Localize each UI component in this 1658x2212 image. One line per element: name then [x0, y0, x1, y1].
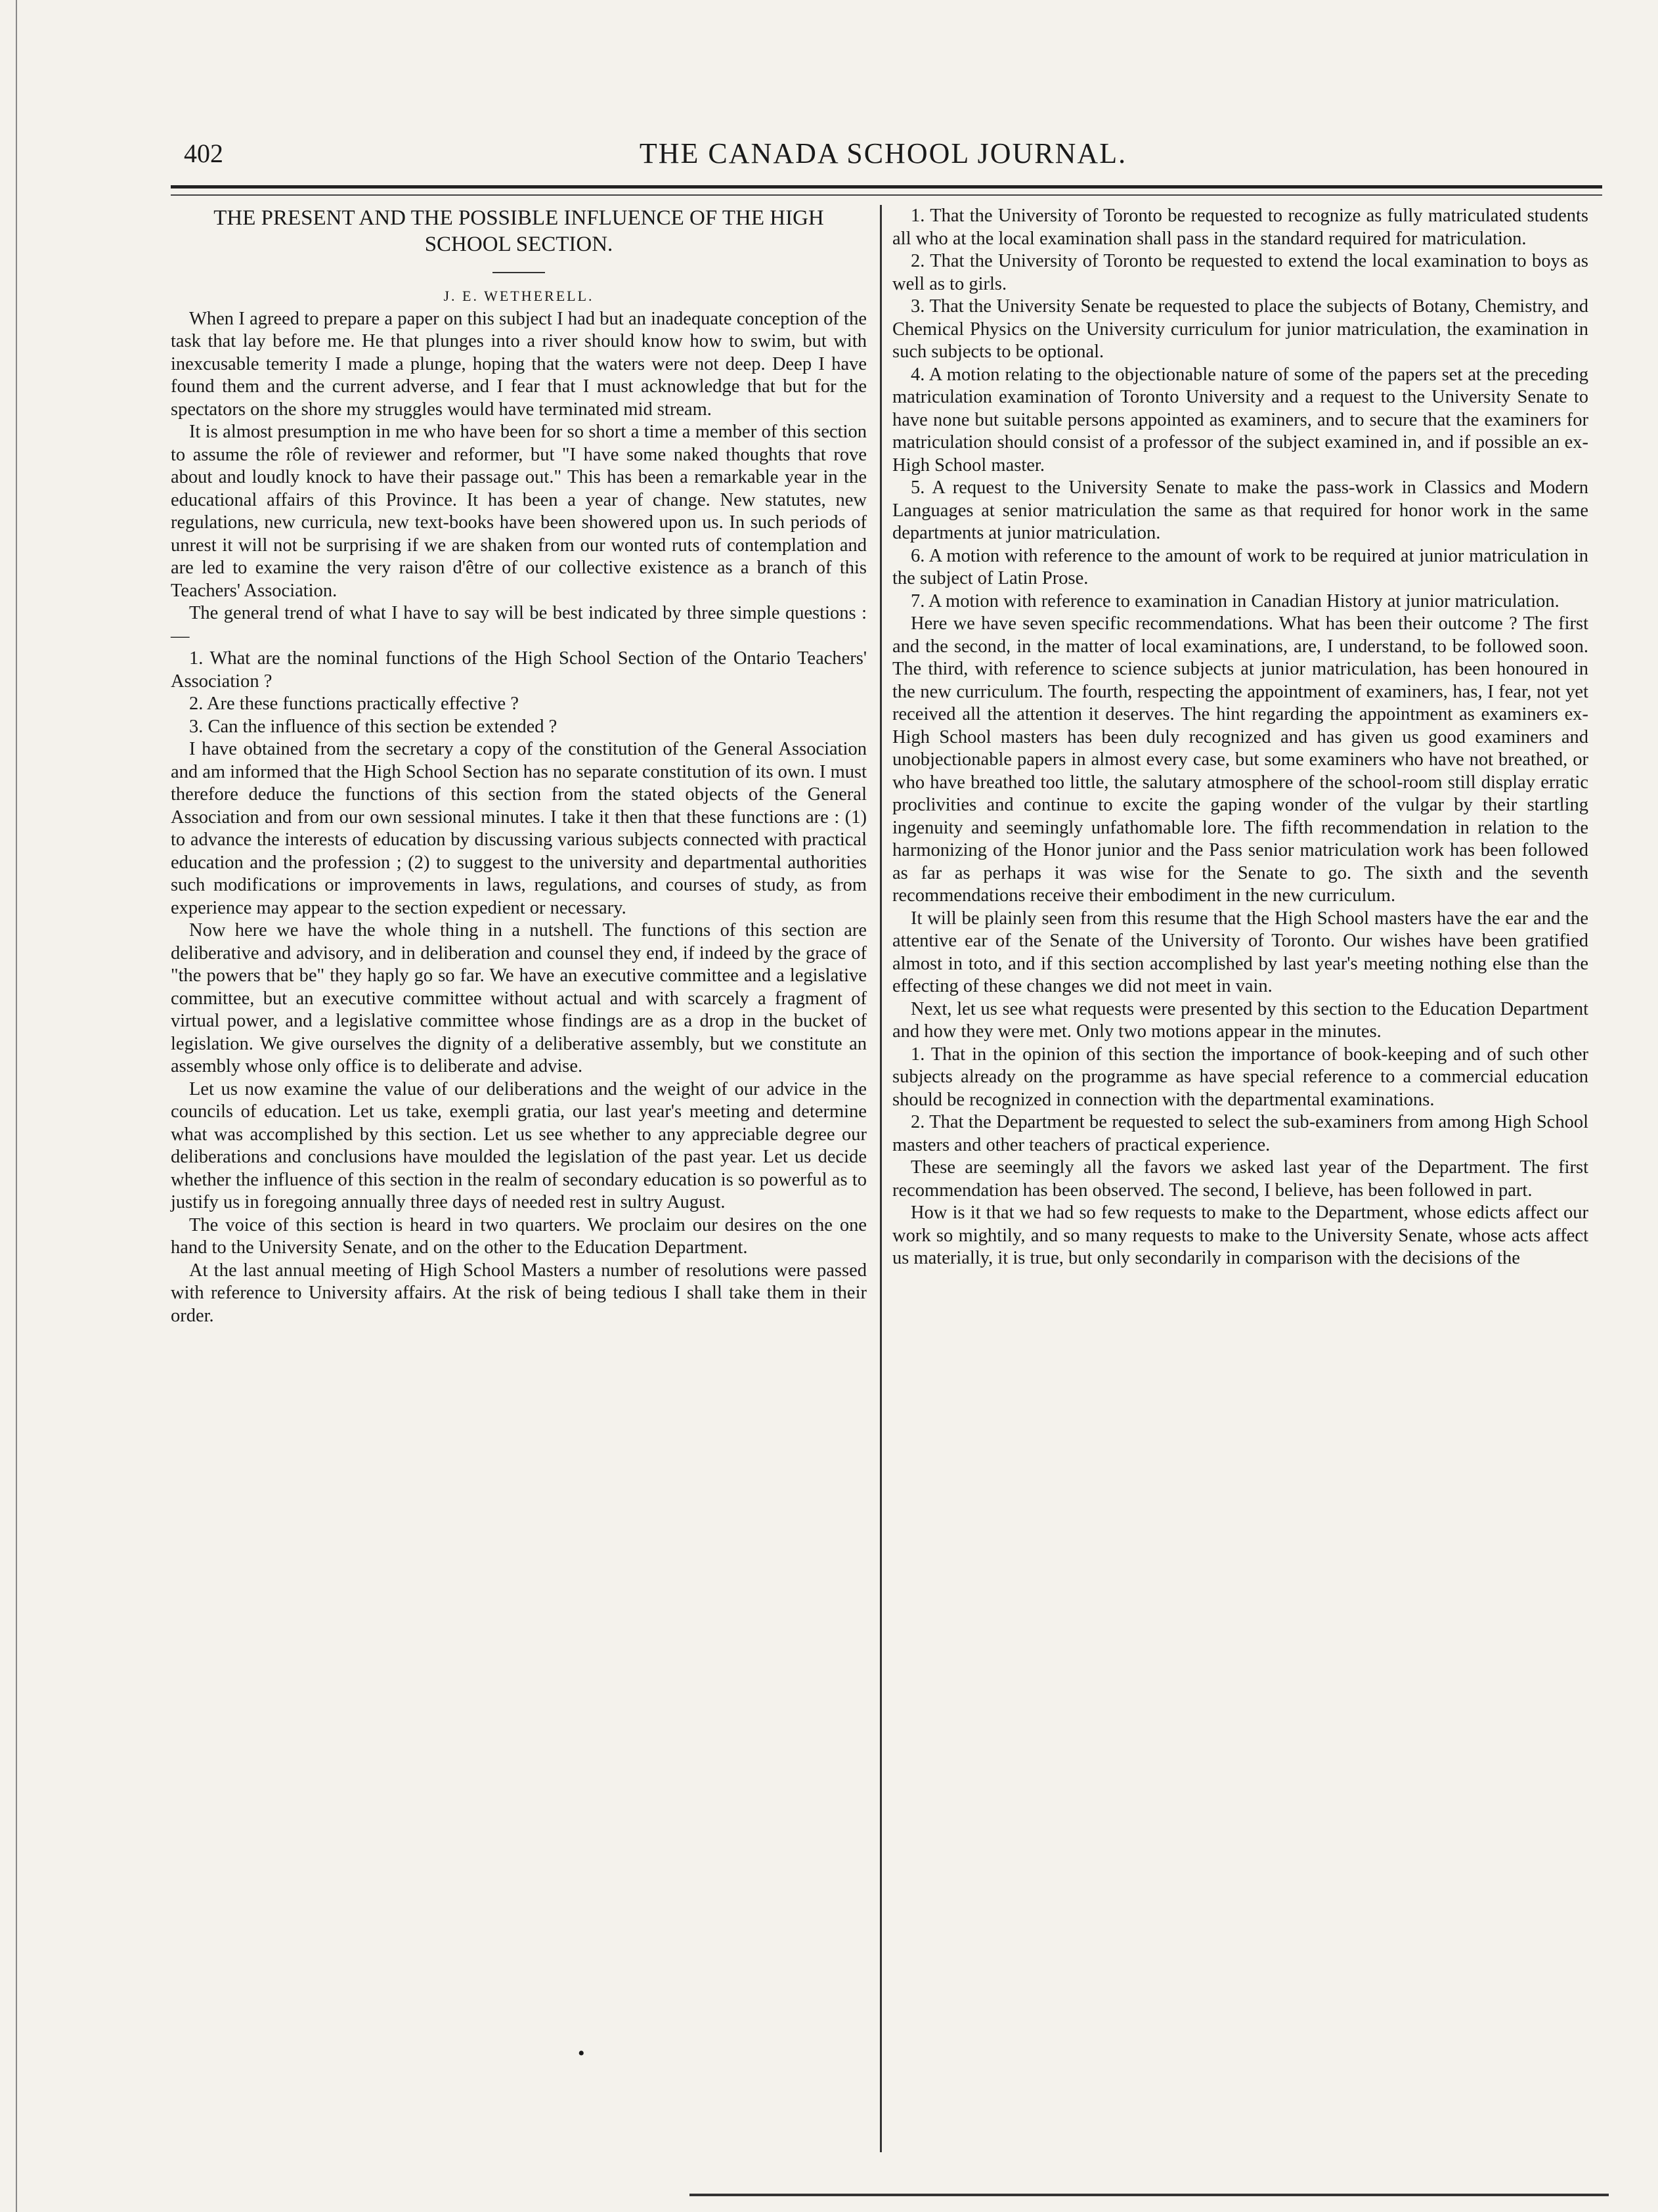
- resolution-item: 2. That the University of Toronto be requested to extend the local examination to boys as well as to girls.: [892, 251, 1588, 294]
- paragraph: The general trend of what I have to say will be best indicated by three simple questions :—: [171, 603, 867, 646]
- paragraph: Here we have seven specific recommendations. What has been their outcome ? The first and the second, in the matter of local examinations, are, I understand, to be followed soon. The third, with reference to science subjects at junior matriculation, has been honoured in the new curriculum. The fourth, respecting the appointment of examiners, has, I fear, not yet received all the attention it deserves. The hint regarding the appointment as examiners ex-High School masters has been duly recognized and has given us good examiners and unobjectionable papers in almost every case, but some examiners who have not breathed, or who have breathed too little, the salutary atmosphere of the school-room still display erratic proclivities and continue to excite the gaping wonder of the vulgar by their startling ingenuity and seemingly unfathomable lore. The fifth recommendation in relation to the harmonizing of the Honor junior and the Pass senior matriculation work has been followed as far as perhaps it was wise for the Senate to go. The sixth and the seventh recommendations receive their embodiment in the new curriculum.: [892, 613, 1588, 906]
- question-item: 1. What are the nominal functions of the High School Section of the Ontario Teachers' Association ?: [171, 648, 867, 692]
- left-column: [171, 205, 880, 2152]
- header-rule-thin: [171, 194, 1602, 196]
- paragraph: Next, let us see what requests were presented by this section to the Education Department and how they were met. Only two motions appear in the minutes.: [892, 998, 1588, 1042]
- article-author: J. E. WETHERELL.: [443, 288, 594, 304]
- footer-rule: [689, 2194, 1609, 2196]
- resolution-item: 6. A motion with reference to the amount of work to be required at junior matriculation in the subject of Latin Prose.: [892, 545, 1588, 588]
- motion-item: 1. That in the opinion of this section the importance of book-keeping and of such other subjects already on the programme as have special reference to a commercial education should be recognized in connection with the departmental examinations.: [892, 1044, 1588, 1110]
- paragraph: The voice of this section is heard in two quarters. We proclaim our desires on the one hand to the University Senate, and on the other to the Education Department.: [171, 1214, 867, 1258]
- header-rule-thick: [171, 185, 1602, 188]
- paragraph: Now here we have the whole thing in a nutshell. The functions of this section are deliberative and advisory, and in deliberation and counsel they end, if indeed by the grace of "the powers that be" they haply go so far. We have an executive committee and a legislative committee, but an executive committee without actual and with scarcely a fragment of virtual power, and a legislative committee whose findings are as a drop in the bucket of legislation. We give ourselves the dignity of a deliberative assembly, but we constitute an assembly whose only office is to deliberate and advise.: [171, 920, 867, 1076]
- paragraph: Let us now examine the value of our deliberations and the weight of our advice in the councils of education. Let us take, exempli gratia, our last year's meeting and determine what was accomplished by this section. Let us see whether to any appreciable degree our deliberations and conclusions have moulded the legislation of the past year. Let us decide whether the influence of this section in the realm of secondary education is so powerful as to justify us in foregoing annually three days of needed rest in sultry August.: [171, 1078, 867, 1212]
- paragraph: It is almost presumption in me who have been for so short a time a member of this section to assume the rôle of reviewer and reformer, but "I have some naked thoughts that rove about and loudly knock to have their passage out." This has been a remarkable year in the educational affairs of this Province. It has been a year of change. New statutes, new regulations, new curricula, new text-books have been showered upon us. In such periods of unrest it will not be surprising if we are shaken from our wonted ruts of contemplation and are led to examine the very raison d'être of our collective existence as a branch of this Teachers' Association.: [171, 422, 867, 601]
- resolution-item: 4. A motion relating to the objectionable nature of some of the papers set at the preceding matriculation examination of Toronto University and a request to the University Senate to have none but suitable persons appointed as examiners, and to secure that the examiners for matriculation should consist of a professor of the subject examined in, and if possible an ex-High School master.: [892, 364, 1588, 476]
- journal-title: THE CANADA SCHOOL JOURNAL.: [639, 137, 1127, 169]
- journal-page: [164, 131, 1602, 1326]
- right-column: [892, 205, 1588, 2152]
- resolution-item: 7. A motion with reference to examination in Canadian History at junior matriculation.: [911, 590, 1560, 611]
- paragraph: How is it that we had so few requests to make to the Department, whose edicts affect our work so mightily, and so many requests to make to the University Senate, whose acts affect us materially, it is true, but only secondarily in comparison with the decisions of the: [892, 1203, 1588, 1268]
- page-header: [164, 131, 1602, 184]
- footer-dot: •: [578, 2043, 585, 2064]
- resolution-item: 3. That the University Senate be requested to place the subjects of Botany, Chemistry, and Chemical Physics on the University curriculum for junior matriculation, the examination in such subjects to be optional.: [892, 296, 1588, 362]
- title-divider: [492, 272, 545, 273]
- text-columns: [171, 205, 1602, 2152]
- paragraph: At the last annual meeting of High School Masters a number of resolutions were passed with reference to University affairs. At the risk of being tedious I shall take them in their order.: [171, 1260, 867, 1326]
- column-divider: [880, 205, 882, 2152]
- paragraph: When I agreed to prepare a paper on this subject I had but an inadequate conception of the task that lay before me. He that plunges into a river should know how to swim, but with inexcusable temerity I made a plunge, hoping that the waters were not deep. Deep I have found them and the current adverse, and I fear that I must acknowledge that but for the spectators on the shore my struggles would have terminated mid stream.: [171, 308, 867, 420]
- resolution-item: 1. That the University of Toronto be requested to recognize as fully matriculated students all who at the local examination shall pass in the standard required for matriculation.: [892, 206, 1588, 249]
- page-number: 402: [184, 139, 223, 168]
- margin-rule: [16, 0, 17, 2212]
- question-item: 2. Are these functions practically effective ?: [189, 694, 519, 714]
- paragraph: These are seemingly all the favors we asked last year of the Department. The first recommendation has been observed. The second, I believe, has been followed in part.: [892, 1157, 1588, 1201]
- question-item: 3. Can the influence of this section be extended ?: [189, 716, 557, 737]
- paragraph: It will be plainly seen from this resume that the High School masters have the ear and the attentive ear of the Senate of the University of Toronto. Our wishes have been gratified almost in toto, and if this section accomplished by last year's meeting nothing else than the effecting of these changes we did not meet in vain.: [892, 908, 1588, 996]
- resolution-item: 5. A request to the University Senate to make the pass-work in Classics and Modern Languages at senior matriculation the same as that required for honor work in the same departments at junior matriculation.: [892, 477, 1588, 543]
- article-title: THE PRESENT AND THE POSSIBLE INFLUENCE OF THE HIGH SCHOOL SECTION.: [213, 206, 824, 256]
- paragraph: I have obtained from the secretary a copy of the constitution of the General Association and am informed that the High School Section has no separate constitution of its own. I must therefore deduce the functions of this section from the stated objects of the General Association and from our own sessional minutes. I take it then that these functions are : (1) to advance the interests of education by discussing various subjects connected with practical education and the profession ; (2) to suggest to the university and departmental authorities such modifications or improvements in laws, regulations, and courses of study, as from experience may appear to the section expedient or necessary.: [171, 739, 867, 918]
- motion-item: 2. That the Department be requested to select the sub-examiners from among High School masters and other teachers of practical experience.: [892, 1112, 1588, 1155]
